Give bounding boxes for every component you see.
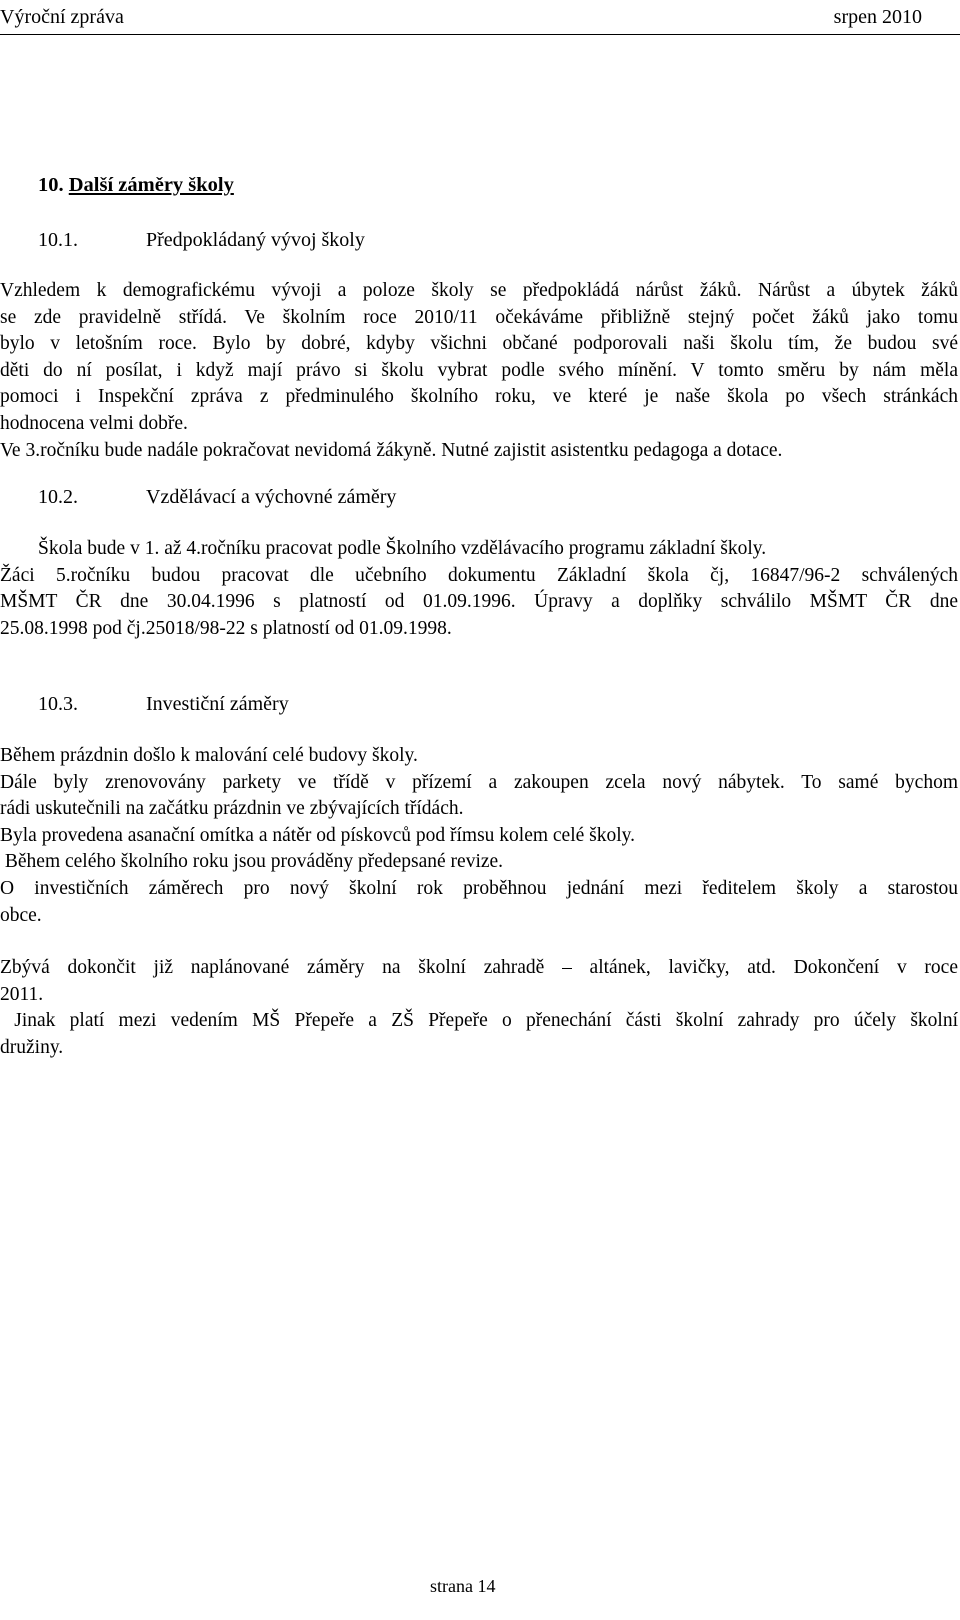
subsection-title: Vzdělávací a výchovné záměry — [146, 486, 397, 508]
text-line: družiny. — [0, 1036, 64, 1058]
page-number: strana 14 — [430, 1576, 496, 1596]
page-header — [0, 6, 960, 35]
text-line: 2011. — [0, 983, 44, 1005]
subsection-title: Investiční záměry — [146, 693, 289, 715]
text-line: Ve 3.ročníku bude nadále pokračovat nevidomá žákyně. Nutné zajistit asistentku pedagoga a dotace. — [0, 439, 783, 461]
section-title: Další záměry školy — [68, 174, 234, 196]
text-line: Vzhledem k demografickému vývoji a poloze školy se předpokládá nárůst žáků. Nárůst a úbytek žáků — [0, 280, 958, 301]
text-line: Dále byly zrenovovány parkety ve třídě v přízemí a zakoupen zcela nový nábytek. To samé bychom — [0, 771, 958, 793]
paragraph-10-3 — [0, 743, 958, 1062]
text-line: obce. — [0, 904, 42, 926]
subsection-title: Předpokládaný vývoj školy — [146, 229, 365, 251]
section-number: 10. — [38, 174, 64, 196]
text-line: Škola bude v 1. až 4.ročníku pracovat podle Školního vzdělávacího programu základní školy. — [38, 538, 767, 559]
subsection-number: 10.1. — [38, 229, 78, 251]
text-line: bylo v letošním roce. Bylo by dobré, kdyby všichni občané podporovali naši školu tím, že budou své — [0, 333, 958, 355]
text-line: Jinak platí mezi vedením MŠ Přepeře a ZŠ Přepeře o přenechání části školní zahrady pro účely školní — [0, 1010, 958, 1032]
text-line: Během prázdnin došlo k malování celé budovy školy. — [0, 745, 418, 766]
text-line: rádi uskutečnili na začátku prázdnin ve zbývajících třídách. — [0, 798, 464, 820]
text-line: Během celého školního roku jsou prováděny předepsané revize. — [0, 851, 504, 873]
text-line just — [0, 955, 958, 982]
subsection-heading-10-1 — [38, 229, 365, 252]
header-title: Výroční zpráva — [0, 6, 124, 28]
text-line: děti do ní posílat, i když mají právo si školu vybrat podle svého mínění. V tomto směru by nám měla — [0, 359, 958, 381]
text-line: Žáci 5.ročníku budou pracovat dle učebního dokumentu Základní škola čj, 16847/96-2 schválených — [0, 564, 958, 586]
subsection-heading-10-2 — [38, 486, 396, 509]
paragraph-10-2 — [0, 536, 958, 642]
text-line: Byla provedena asanační omítka a nátěr od pískovců pod římsu kolem celé školy. — [0, 824, 636, 846]
text-line: hodnocena velmi dobře. — [0, 412, 188, 434]
subsection-number: 10.2. — [38, 486, 78, 508]
text-line: pomoci i Inspekční zpráva z předminulého školního roku, ve které je naše škola po všech stránkách — [0, 386, 958, 408]
section-heading-10 — [38, 174, 234, 197]
text-line: Zbývá dokončit již naplánované záměry na školní zahradě – altánek, lavičky, atd. Dokončení v roce — [0, 957, 958, 979]
text-line: 25.08.1998 pod čj.25018/98-22 s platností od 01.09.1998. — [0, 617, 452, 639]
paragraph-10-1 — [0, 278, 958, 464]
text-line: MŠMT ČR dne 30.04.1996 s platností od 01.09.1996. Úpravy a doplňky schválilo MŠMT ČR dne — [0, 591, 958, 613]
text-line: se zde pravidelně střídá. Ve školním roce 2010/11 očekáváme přibližně stejný počet žáků jako tomu — [0, 306, 958, 328]
subsection-number: 10.3. — [38, 693, 78, 715]
header-date: srpen 2010 — [833, 6, 922, 28]
subsection-heading-10-3 — [38, 693, 289, 716]
text-line: O investičních záměrech pro nový školní rok proběhnou jednání mezi ředitelem školy a starostou — [0, 877, 958, 899]
